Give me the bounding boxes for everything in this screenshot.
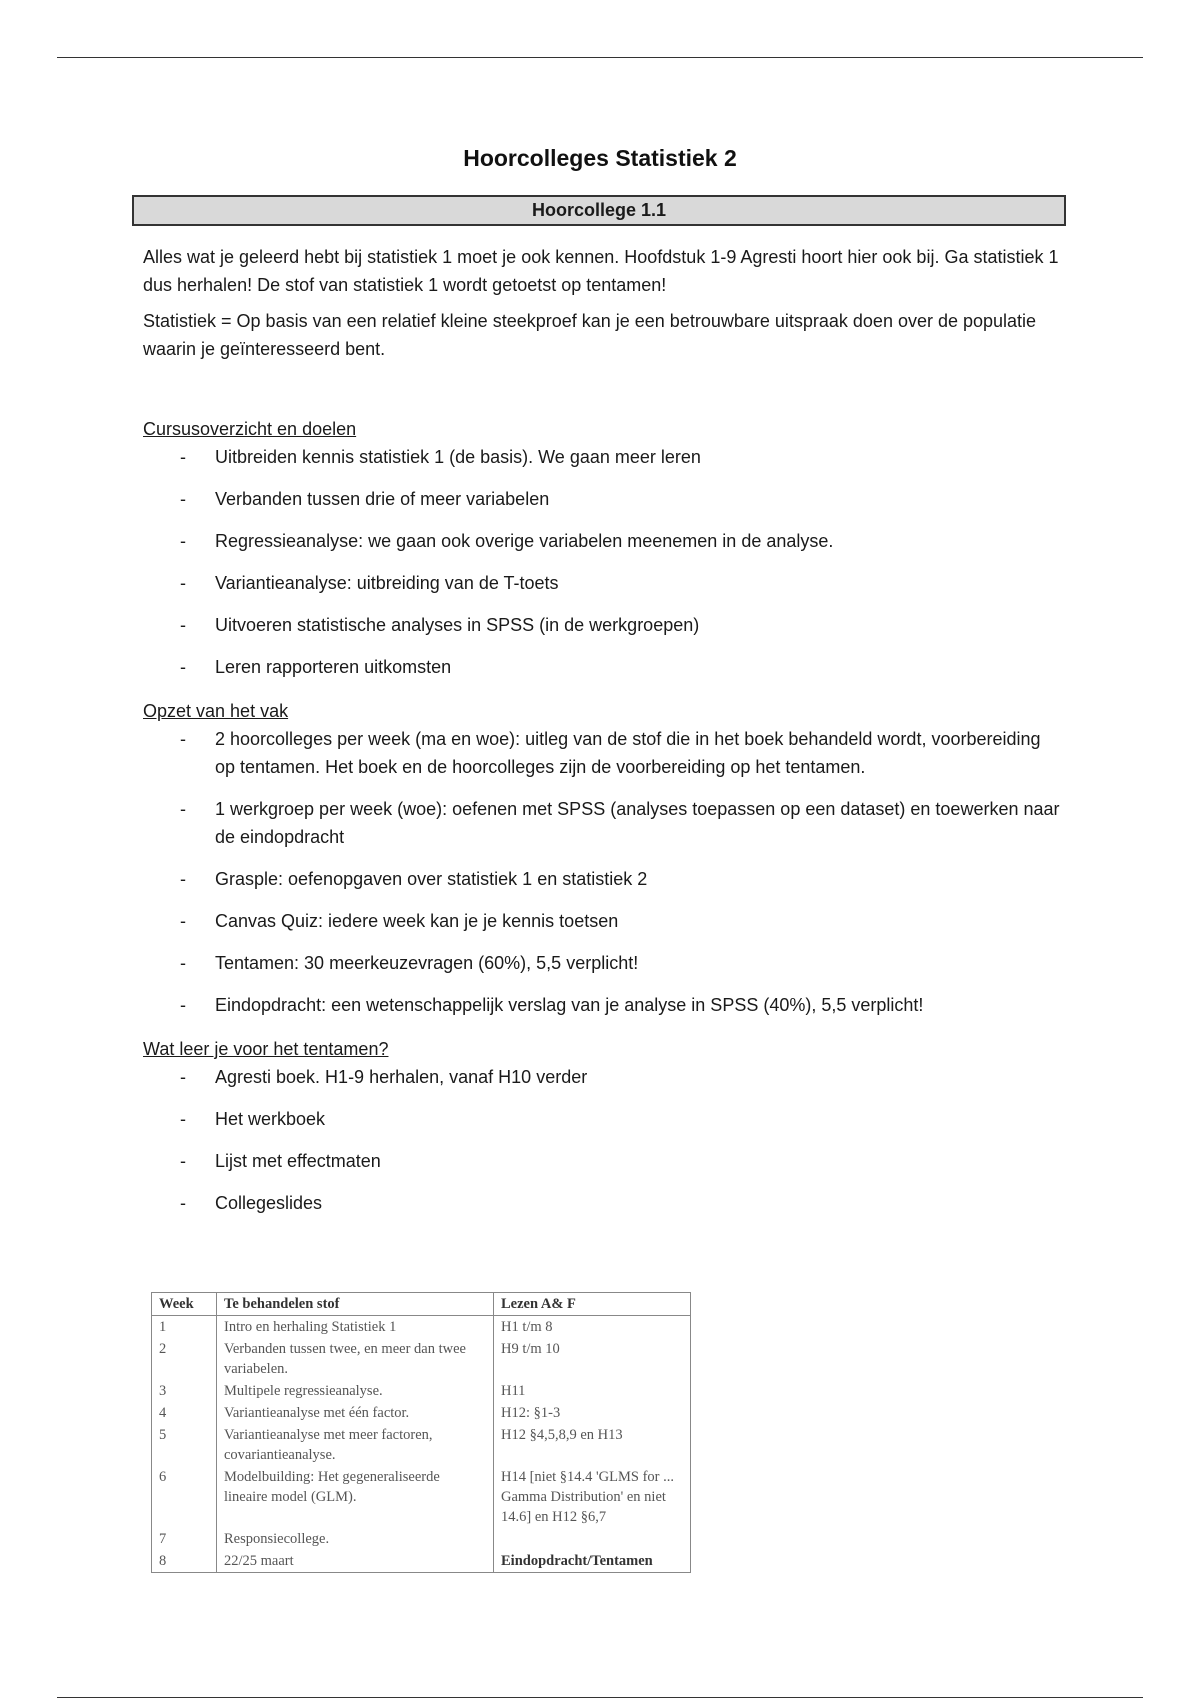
- cell-week: 4: [152, 1402, 217, 1424]
- content-body: [143, 243, 1063, 1217]
- cell-reading: H14 [niet §14.4 'GLMS for ... Gamma Distribution' en niet 14.6] en H12 §6,7: [501, 1469, 674, 1525]
- table-row: [152, 1380, 691, 1402]
- cell-reading: H12 §4,5,8,9 en H13: [501, 1427, 623, 1443]
- cell-topic: Verbanden tussen twee, en meer dan twee variabelen.: [217, 1338, 494, 1380]
- table-header-row: [152, 1293, 691, 1316]
- list-item: - 2 hoorcolleges per week (ma en woe): uitleg van de stof die in het boek behandeld wordt, voorbereiding op tentamen. Het boek en de hoorcolleges zijn de voorbereiding op het tentamen.: [143, 725, 1063, 781]
- cell-reading: H9 t/m 10: [501, 1341, 560, 1357]
- table-row: [152, 1528, 691, 1550]
- list-item: - Variantieanalyse: uitbreiding van de T-toets: [143, 569, 1063, 597]
- table-row: [152, 1338, 691, 1380]
- header-week: Week: [152, 1293, 217, 1316]
- intro-paragraph-1: Alles wat je geleerd hebt bij statistiek 1 moet je ook kennen. Hoofdstuk 1-9 Agresti hoort hier ook bij. Ga statistiek 1 dus herhalen! De stof van statistiek 1 wordt getoetst op tentamen!: [143, 247, 1059, 295]
- list-item: - Het werkboek: [143, 1105, 1063, 1133]
- list-item: - Grasple: oefenopgaven over statistiek 1 en statistiek 2: [143, 865, 1063, 893]
- section-title-exam-study: Wat leer je voor het tentamen?: [143, 1039, 389, 1059]
- section-title-course-overview: Cursusoverzicht en doelen: [143, 419, 357, 439]
- cell-week: 1: [152, 1316, 217, 1339]
- cell-reading: [494, 1528, 691, 1550]
- cell-topic: Multipele regressieanalyse.: [217, 1380, 494, 1402]
- list-item: - Verbanden tussen drie of meer variabelen: [143, 485, 1063, 513]
- cell-reading: H12: §1-3: [501, 1405, 561, 1421]
- intro-paragraph-2: Statistiek = Op basis van een relatief kleine steekproef kan je een betrouwbare uitspraak doen over de populatie waarin je geïnteresseerd bent.: [143, 311, 1037, 359]
- cell-week: 2: [152, 1338, 217, 1380]
- schedule-table: [151, 1292, 691, 1573]
- cell-week: 3: [152, 1380, 217, 1402]
- list-item: - Eindopdracht: een wetenschappelijk verslag van je analyse in SPSS (40%), 5,5 verplicht!: [143, 991, 1063, 1019]
- list-item: - 1 werkgroep per week (woe): oefenen met SPSS (analyses toepassen op een dataset) en toewerken naar de eindopdracht: [143, 795, 1063, 851]
- document-title: Hoorcolleges Statistiek 2: [463, 145, 737, 171]
- cell-topic: Modelbuilding: Het gegeneraliseerde lineaire model (GLM).: [217, 1466, 494, 1528]
- list-item: - Leren rapporteren uitkomsten: [143, 653, 1063, 681]
- list-item: - Agresti boek. H1-9 herhalen, vanaf H10 verder: [143, 1063, 1063, 1091]
- list-item: - Tentamen: 30 meerkeuzevragen (60%), 5,5 verplicht!: [143, 949, 1063, 977]
- course-overview-list: [143, 443, 1063, 681]
- bottom-rule: [57, 1697, 1143, 1698]
- table-row: [152, 1402, 691, 1424]
- cell-reading: H11: [501, 1383, 526, 1399]
- list-item: - Uitbreiden kennis statistiek 1 (de basis). We gaan meer leren: [143, 443, 1063, 471]
- cell-topic: Variantieanalyse met meer factoren, covariantieanalyse.: [217, 1424, 494, 1466]
- header-reading: Lezen A& F: [494, 1293, 691, 1316]
- cell-week: 6: [152, 1466, 217, 1528]
- cell-week: 8: [152, 1550, 217, 1573]
- table-row: [152, 1466, 691, 1528]
- table-row: [152, 1316, 691, 1339]
- top-rule: [57, 57, 1143, 58]
- cell-topic: Responsiecollege.: [217, 1528, 494, 1550]
- list-item: - Collegeslides: [143, 1189, 1063, 1217]
- header-topic: Te behandelen stof: [217, 1293, 494, 1316]
- cell-reading: H1 t/m 8: [501, 1319, 553, 1335]
- list-item: - Lijst met effectmaten: [143, 1147, 1063, 1175]
- exam-study-list: [143, 1063, 1063, 1217]
- section-header-box: Hoorcollege 1.1: [132, 195, 1066, 226]
- course-setup-list: [143, 725, 1063, 1019]
- cell-topic: Variantieanalyse met één factor.: [217, 1402, 494, 1424]
- table-row: [152, 1550, 691, 1573]
- list-item: - Uitvoeren statistische analyses in SPSS (in de werkgroepen): [143, 611, 1063, 639]
- list-item: - Canvas Quiz: iedere week kan je je kennis toetsen: [143, 907, 1063, 935]
- cell-topic: 22/25 maart: [217, 1550, 494, 1573]
- cell-week: 5: [152, 1424, 217, 1466]
- section-title-course-setup: Opzet van het vak: [143, 701, 289, 721]
- list-item: - Regressieanalyse: we gaan ook overige variabelen meenemen in de analyse.: [143, 527, 1063, 555]
- table-row: [152, 1424, 691, 1466]
- cell-topic: Intro en herhaling Statistiek 1: [217, 1316, 494, 1339]
- cell-week: 7: [152, 1528, 217, 1550]
- cell-reading: Eindopdracht/Tentamen: [501, 1553, 653, 1569]
